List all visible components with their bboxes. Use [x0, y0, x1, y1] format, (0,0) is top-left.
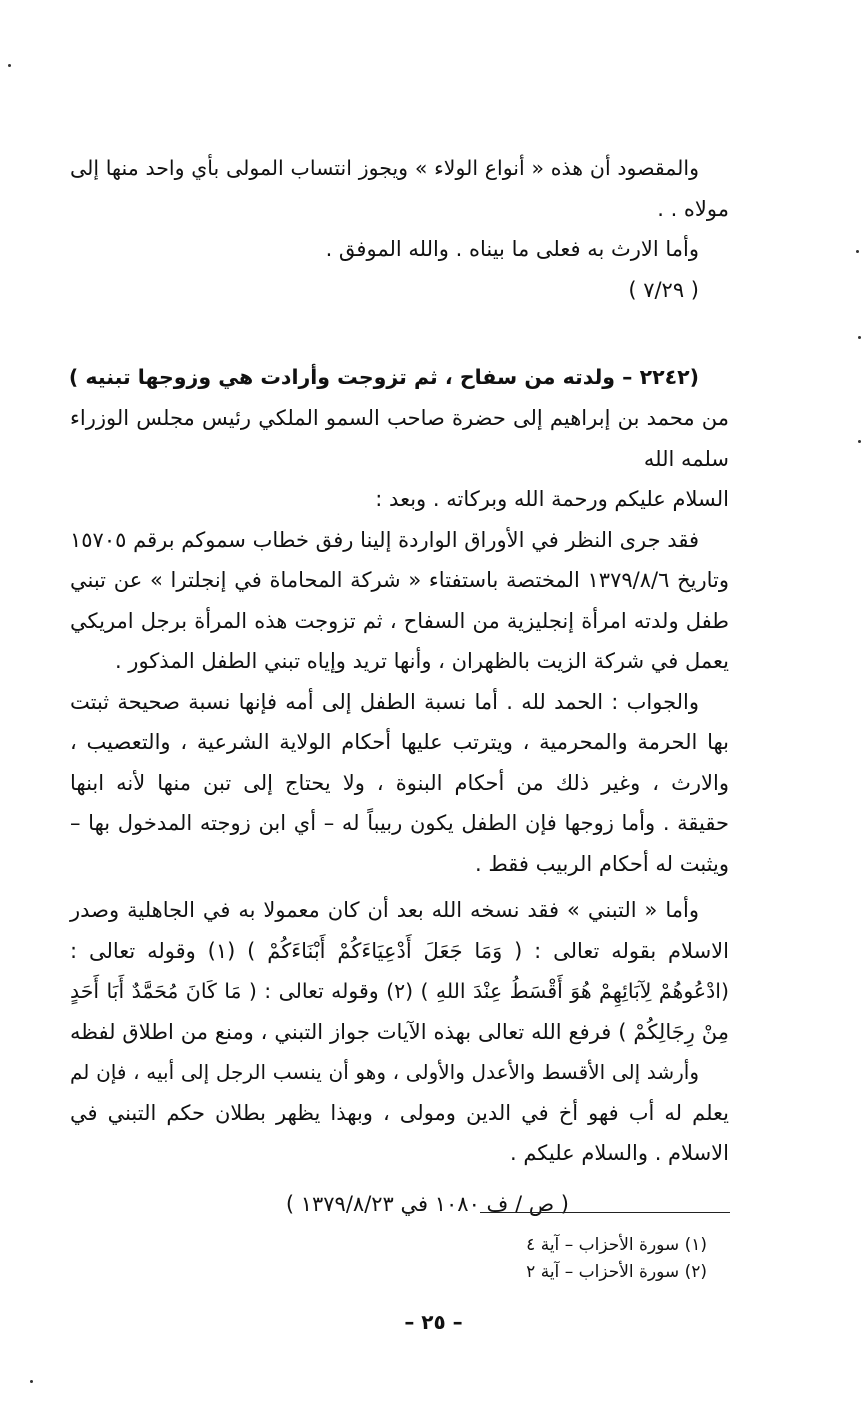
fatwa-heading: (٢٢٤٢ – ولدته من سفاح ، ثم تزوجت وأرادت هي وزوجها تبنيه ) — [68, 365, 699, 389]
continuation-reference: ( ٧/٢٩ ) — [628, 277, 699, 302]
fatwa-line-10: والارث ، وغير ذلك من أحكام البنوة ، ولا يحتاج إلى تبن منها لأنه ابنها — [70, 770, 729, 795]
fatwa-line-13: وأما « التبني » فقد نسخه الله بعد أن كان معمولا به في الجاهلية وصدر — [70, 898, 699, 922]
fatwa-body — [70, 398, 729, 1224]
fatwa-line-8: والجواب : الحمد لله . أما نسبة الطفل إلى أمه فإنها نسبة صحيحة ثبتت — [70, 689, 699, 714]
continuation-line-1: والمقصود أن هذه « أنواع الولاء » ويجوز انتساب المولى بأي واحد منها إلى — [70, 156, 699, 180]
fatwa-line-2: سلمه الله — [643, 446, 729, 471]
continuation-line-2: مولاه . . — [657, 196, 729, 221]
fatwa-line-12: ويثبت له أحكام الربيب فقط . — [474, 851, 729, 876]
scan-speck — [30, 1380, 33, 1383]
scan-speck — [858, 440, 861, 443]
fatwa-line-14: الاسلام بقوله تعالى : ( وَمَا جَعَلَ أَدْعِيَاءَكُمْ أَبْنَاءَكُمْ ) (١) وقوله تعالى : — [70, 938, 729, 963]
footnotes — [407, 1232, 707, 1286]
fatwa-line-3: السلام عليكم ورحمة الله وبركاته . وبعد : — [375, 487, 729, 511]
scan-speck — [8, 64, 11, 67]
fatwa-reference: ( ص / ف ١٠٨٠ في ١٣٧٩/٨/٢٣ ) — [285, 1191, 569, 1216]
continuation-line-3: وأما الارث به فعلى ما بيناه . والله الموفق . — [325, 237, 699, 261]
scan-speck — [858, 336, 861, 339]
fatwa-line-7: يعمل في شركة الزيت بالظهران ، وأنها تريد وإياه تبني الطفل المذكور . — [114, 649, 729, 673]
fatwa-heading-block — [70, 357, 729, 398]
footnote-1: (١) سورة الأحزاب – آية ٤ — [526, 1235, 707, 1255]
fatwa-line-4: فقد جرى النظر في الأوراق الواردة إلينا رفق خطاب سموكم برقم ١٥٧٠٥ — [70, 527, 699, 552]
fatwa-line-17: وأرشد إلى الأقسط والأعدل والأولى ، وهو أن ينسب الرجل إلى أبيه ، فإن لم — [70, 1060, 699, 1084]
footnote-divider — [480, 1212, 730, 1213]
fatwa-line-16: مِنْ رِجَالِكُمْ ) فرفع الله تعالى بهذه الآيات جواز التبني ، ومنع من اطلاق لفظه — [70, 1019, 729, 1044]
fatwa-line-11: حقيقة . وأما زوجها فإن الطفل يكون ربيباً له – أي ابن زوجته المدخول بها – — [70, 811, 729, 835]
fatwa-line-1: من محمد بن إبراهيم إلى حضرة صاحب السمو الملكي رئيس مجلس الوزراء — [70, 406, 729, 430]
footnote-2: (٢) سورة الأحزاب – آية ٢ — [526, 1262, 707, 1282]
page-number: – ٢٥ – — [404, 1310, 463, 1334]
fatwa-line-19: الاسلام . والسلام عليكم . — [509, 1141, 729, 1165]
fatwa-line-18: يعلم له أب فهو أخ في الدين ومولى ، وبهذا يظهر بطلان حكم التبني في — [70, 1100, 729, 1125]
scan-speck — [856, 250, 859, 253]
continuation-block — [70, 148, 729, 310]
fatwa-line-15: (ادْعُوهُمْ لِآبَائِهِمْ هُوَ أَقْسَطُ عِنْدَ اللهِ ) (٢) وقوله تعالى : ( مَا كَانَ مُحَمَّدٌ أَبَا أَحَدٍ — [70, 979, 729, 1003]
fatwa-line-6: طفل ولدته امرأة إنجليزية من السفاح ، ثم تزوجت هذه المرأة برجل امريكي — [70, 608, 729, 633]
fatwa-line-9: بها الحرمة والمحرمية ، ويترتب عليها أحكام الولاية الشرعية ، والتعصيب ، — [70, 730, 729, 754]
fatwa-line-5: وتاريخ ١٣٧٩/٨/٦ المختصة باستفتاء « شركة المحاماة في إنجلترا » عن تبني — [70, 568, 729, 592]
